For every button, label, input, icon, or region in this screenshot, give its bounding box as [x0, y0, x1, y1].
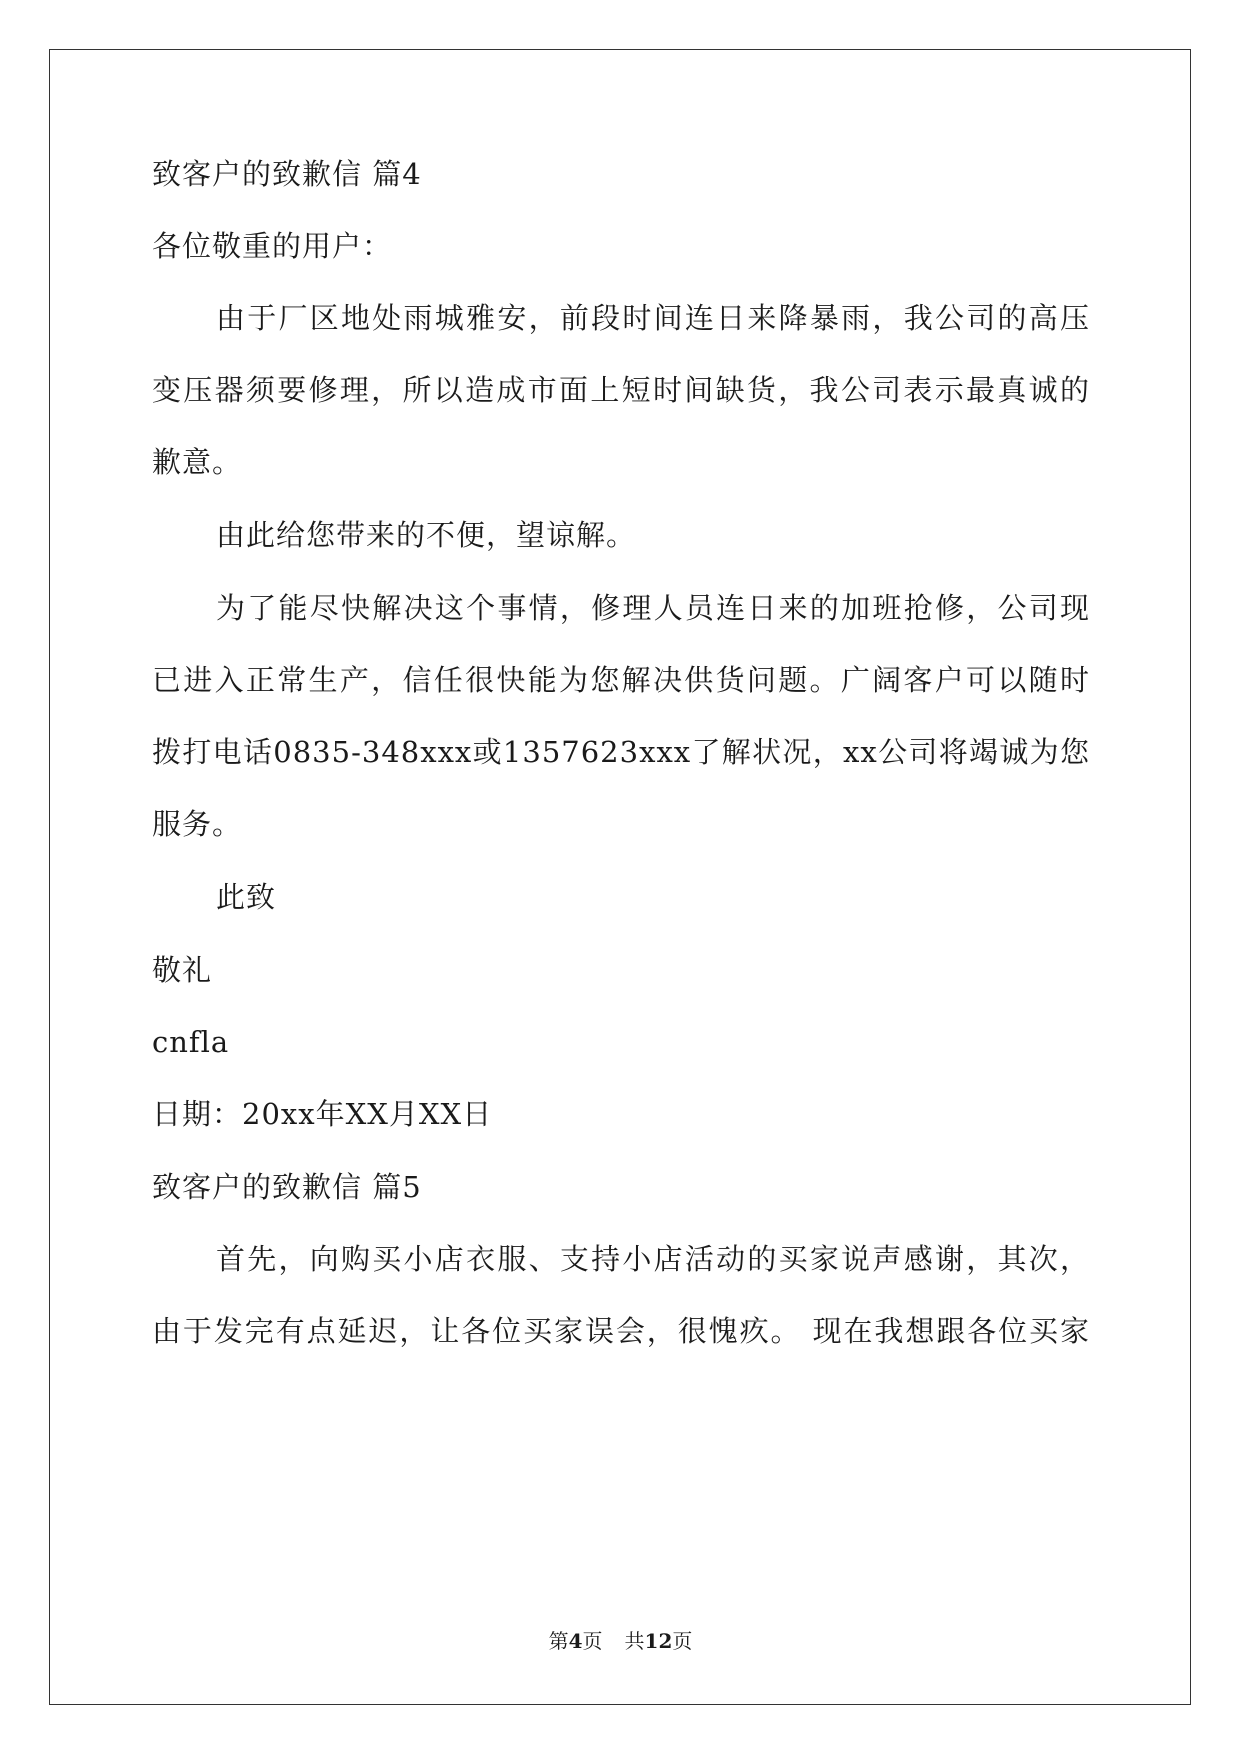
paragraph-line: 首先，向购买小店衣服、支持小店活动的买家说声感谢，其次， — [216, 1242, 1090, 1276]
page-footer — [0, 1628, 1241, 1654]
salutation: 各位敬重的用户： — [152, 229, 393, 263]
paragraph-line: 由于厂区地处雨城雅安，前段时间连日来降暴雨，我公司的高压 — [216, 301, 1090, 335]
total-prefix: 共 — [624, 1629, 645, 1653]
page-prefix: 第 — [548, 1629, 569, 1653]
signature: cnfla — [152, 1025, 230, 1059]
section-heading-4: 致客户的致歉信 篇4 — [152, 157, 422, 191]
paragraph-line: 拨打电话0835-348xxx或1357623xxx了解状况，xx公司将竭诚为您 — [152, 735, 1090, 769]
paragraph-line: 由此给您带来的不便，望谅解。 — [216, 518, 637, 552]
section-heading-5: 致客户的致歉信 篇5 — [152, 1170, 422, 1204]
total-pages: 12 — [644, 1629, 673, 1653]
paragraph-line: 为了能尽快解决这个事情，修理人员连日来的加班抢修，公司现 — [216, 591, 1090, 625]
paragraph-line: 由于发完有点延迟，让各位买家误会，很愧疚。 现在我想跟各位买家 — [152, 1314, 1090, 1348]
paragraph-line: 已进入正常生产，信任很快能为您解决供货问题。广阔客户可以随时 — [152, 663, 1090, 697]
total-suffix: 页 — [672, 1629, 693, 1653]
paragraph-line: 歉意。 — [152, 445, 243, 479]
paragraph-line: 服务。 — [152, 807, 243, 841]
date-line: 日期：20xx年XX月XX日 — [152, 1097, 493, 1131]
closing-phrase: 此致 — [216, 880, 277, 914]
closing-regards: 敬礼 — [152, 953, 213, 987]
paragraph-line: 变压器须要修理，所以造成市面上短时间缺货，我公司表示最真诚的 — [152, 373, 1090, 407]
page-number: 4 — [568, 1629, 583, 1653]
page-suffix: 页 — [582, 1629, 603, 1653]
